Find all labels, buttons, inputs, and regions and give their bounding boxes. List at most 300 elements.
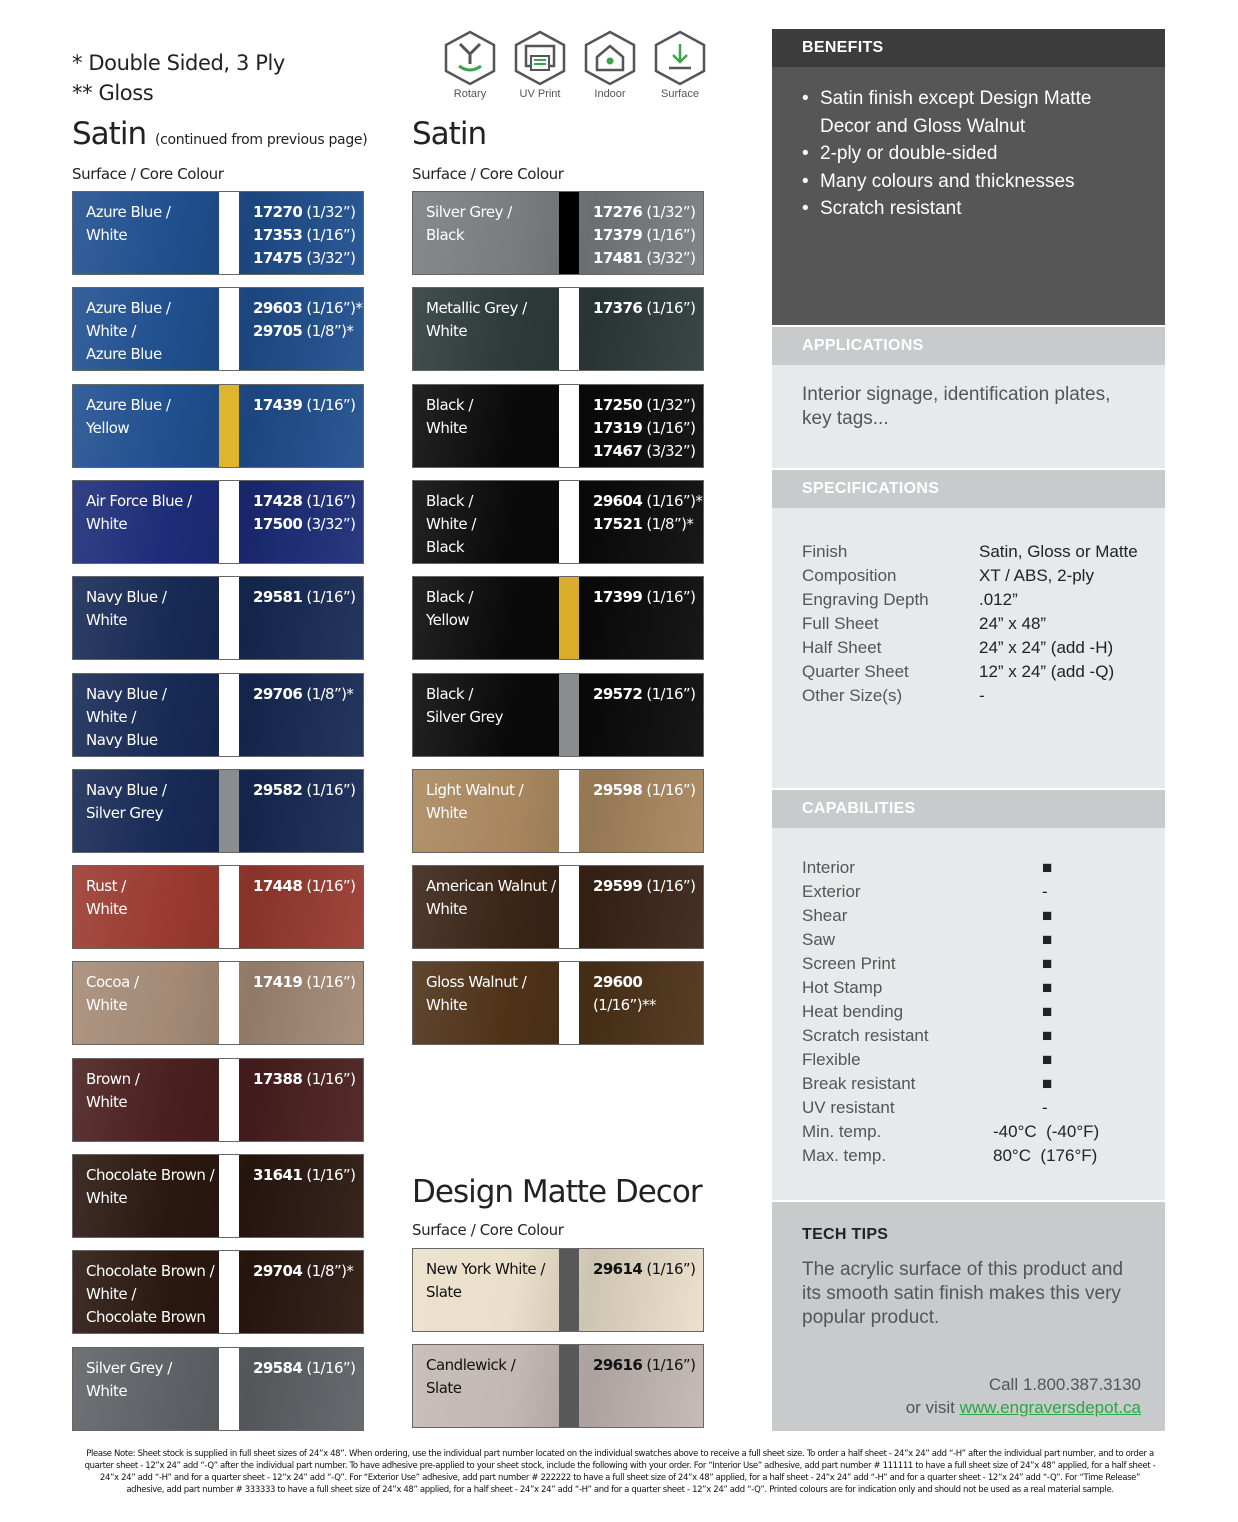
part-thickness: (1/16”) [302,395,356,414]
part-thickness: (1/16”) [642,684,696,703]
part-number: 29582 [253,780,303,799]
swatch-core-strip [219,288,239,370]
benefit-item: • Scratch resistant [802,195,1130,223]
part-thickness: (1/16”) [642,877,696,896]
swatch-core-strip [559,385,579,467]
uv-print-icon [513,30,567,86]
part-thickness: (1/16”) [302,780,356,799]
part-number: 17353 [253,226,303,244]
swatch-core-strip [219,1059,239,1141]
swatch-card [72,191,364,275]
part-number: 29614 [593,1260,643,1278]
swatch-core-strip [559,866,579,948]
capability-mark: ■ [1042,1026,1053,1045]
part-thickness: (1/16”) [302,226,356,244]
swatch-core-strip [219,674,239,756]
part-number-line [253,224,364,247]
swatch-card [412,769,704,853]
part-number-line [593,394,704,417]
swatch-part-numbers [253,586,364,609]
part-thickness: (3/32”) [642,249,696,267]
specifications-heading: SPECIFICATIONS [772,470,1165,508]
contact-block [906,1373,1141,1419]
capability-mark: ■ [1042,930,1053,949]
capability-mark: ■ [1042,1050,1053,1069]
part-number: 17521 [593,514,643,533]
spec-label: Other Size(s) [802,686,903,705]
capability-mark: ■ [1042,954,1053,973]
benefit-item: • Satin finish except Design Matte Decor and Gloss Walnut [802,85,1130,140]
swatch-part-numbers [593,297,704,320]
spec-row [802,684,1165,708]
swatch-name: Black / Yellow [426,588,473,630]
swatch-name: New York White / Slate [426,1260,545,1301]
capability-row [802,1048,1165,1072]
feature-icons [440,30,710,110]
part-number: 17448 [253,877,303,896]
swatch-card [412,1344,704,1428]
swatch-core-strip [219,577,239,659]
swatch-core-strip [559,192,579,274]
swatch-name: Azure Blue / White / Azure Blue [86,299,171,364]
temperature-row [802,1144,1165,1168]
part-number-line [253,490,364,513]
swatch-part-numbers [253,297,364,343]
spec-label: Full Sheet [802,614,879,633]
capability-label: Saw [802,930,836,949]
legend-gloss: ** Gloss [72,81,154,105]
swatch-part-numbers [593,394,704,463]
part-number: 29604 [593,491,643,510]
part-thickness: (3/32”) [642,441,696,460]
swatch-core-strip [559,674,579,756]
spec-label: Engraving Depth [802,590,929,609]
swatch-part-numbers [593,1258,704,1281]
swatch-card [412,576,704,660]
swatch-part-numbers [593,201,704,270]
swatch-part-numbers [593,683,704,706]
part-number: 29704 [253,1262,303,1281]
swatch-name: Cocoa / White [86,973,139,1015]
swatch-name: Navy Blue / Silver Grey [86,780,167,822]
capability-label: Flexible [802,1050,861,1069]
spec-label: Composition [802,566,897,585]
legend [72,48,285,108]
swatch-name: Chocolate Brown / White / Chocolate Brown [86,1262,215,1327]
part-number-line [593,875,704,898]
indoor-feature [580,30,640,100]
capability-mark: - [1042,882,1048,901]
indoor-icon [583,30,637,86]
swatch-core-strip [559,962,579,1044]
capabilities-heading: CAPABILITIES [772,790,1165,828]
part-thickness: (1/16”)* [642,491,703,510]
swatch-name: Metallic Grey / White [426,299,527,341]
part-thickness: (1/32”) [642,203,696,221]
decor-section-subtitle: Surface / Core Colour [412,1221,564,1239]
tech-tips-box [772,1202,1165,1431]
part-number-line [593,201,704,224]
swatch-part-numbers [593,1354,704,1377]
phone-number: Call 1.800.387.3130 [988,1375,1141,1394]
part-number: 17319 [593,418,643,437]
swatch-card [72,865,364,949]
swatch-core-strip [219,962,239,1044]
part-number: 29706 [253,684,303,703]
swatch-name: Rust / White [86,877,128,919]
spec-value: - [979,686,985,705]
swatch-core-strip [219,1155,239,1237]
part-number: 17428 [253,491,303,510]
part-number-line [593,247,704,270]
part-number: 29603 [253,299,303,318]
swatch-name: Gloss Walnut / White [426,973,527,1015]
temperature-row [802,1120,1165,1144]
swatch-card [72,287,364,371]
part-number-line [253,320,364,343]
uv-print-label: UV Print [519,88,561,100]
swatch-name: Brown / White [86,1069,140,1111]
rotary-icon [443,30,497,86]
swatch-part-numbers [253,1260,364,1283]
swatch-part-numbers [253,1068,364,1091]
benefits-list [802,85,1165,223]
part-thickness: (1/8”)* [302,322,354,341]
part-number-line [593,513,704,536]
capability-mark: ■ [1042,858,1053,877]
spec-row [802,564,1165,588]
applications-heading: APPLICATIONS [772,327,1165,365]
part-thickness: (3/32”) [302,514,356,533]
swatch-name: American Walnut / White [426,877,556,919]
surface-label: Surface [661,88,699,100]
swatch-card [72,1347,364,1431]
swatch-core-strip [559,1249,579,1331]
capability-row [802,904,1165,928]
part-number: 17467 [593,441,643,460]
part-number-line [593,417,704,440]
spec-value: 12” x 24” (add -Q) [979,662,1115,681]
part-thickness: (1/16”) [302,1069,356,1088]
part-number: 29616 [593,1356,643,1375]
part-thickness: (1/16”) [642,1260,696,1278]
part-thickness: (1/16”) [302,588,356,607]
swatch-part-numbers [253,1164,364,1187]
part-thickness: (3/32”) [302,249,356,267]
benefit-item: • 2-ply or double-sided [802,140,1130,168]
part-number-line [593,490,704,513]
swatch-name: Navy Blue / White [86,588,167,630]
part-number: 29600 [593,973,643,992]
rotary-feature [440,30,500,100]
spec-value: Satin, Gloss or Matte [979,542,1138,561]
part-thickness: (1/8”)* [642,514,694,533]
part-thickness: (1/32”) [642,395,696,414]
capability-mark: - [1042,1098,1048,1117]
swatch-name: Silver Grey / Black [426,203,512,244]
capability-label: UV resistant [802,1098,895,1117]
swatch-part-numbers [593,779,704,802]
part-number: 17379 [593,226,643,244]
part-number: 29598 [593,780,643,799]
spec-row [802,540,1165,564]
mid-section-subtitle: Surface / Core Colour [412,165,564,183]
part-number-line [253,1164,364,1187]
spec-row [802,612,1165,636]
spec-row [802,636,1165,660]
swatch-name: Navy Blue / White / Navy Blue [86,684,167,749]
spec-row [802,660,1165,684]
swatch-name: Azure Blue / White [86,203,171,244]
benefits-heading: BENEFITS [772,29,1165,67]
part-number-line [253,683,364,706]
swatch-name: Azure Blue / Yellow [86,395,171,437]
part-number-line [593,683,704,706]
part-number: 29581 [253,588,303,607]
specifications-body [772,508,1165,788]
swatch-core-strip [219,1348,239,1430]
part-number: 31641 [253,1166,303,1184]
swatch-name: Candlewick / Slate [426,1356,516,1398]
swatch-card [412,1248,704,1332]
part-number-line [253,201,364,224]
swatch-core-strip [219,192,239,274]
swatch-core-strip [219,770,239,852]
temperature-label: Min. temp. [802,1122,882,1141]
part-number: 17500 [253,514,303,533]
temperature-value: 80°C (176°F) [993,1146,1098,1165]
swatch-part-numbers [253,201,364,270]
website-link[interactable]: www.engraversdepot.ca [959,1398,1141,1417]
capability-mark: ■ [1042,978,1053,997]
swatch-core-strip [559,1345,579,1427]
part-number: 17419 [253,973,303,992]
visit-prefix: or visit [905,1398,960,1417]
part-number: 17276 [593,203,643,221]
part-number-line [593,1258,704,1281]
swatch-core-strip [559,770,579,852]
swatch-part-numbers [253,683,364,706]
part-number: 17481 [593,249,643,267]
part-number-line [593,297,704,320]
swatch-card [412,191,704,275]
part-thickness: (1/16”) [302,877,356,896]
part-number: 29705 [253,322,303,341]
capability-label: Exterior [802,882,861,901]
swatch-name: Light Walnut / White [426,780,524,822]
capability-row [802,1096,1165,1120]
spec-label: Finish [802,542,848,561]
swatch-part-numbers [253,875,364,898]
capability-row [802,1072,1165,1096]
capabilities-body [772,828,1165,1200]
swatch-part-numbers [253,971,364,994]
swatch-card [72,1058,364,1142]
part-number-line [593,971,704,1017]
visit-line [906,1396,1141,1419]
left-title-note: (continued from previous page) [154,132,368,148]
swatch-part-numbers [253,394,364,417]
part-thickness: (1/16”) [302,1358,356,1377]
swatch-core-strip [219,1251,239,1333]
part-thickness: (1/8”)* [302,1262,354,1281]
part-number-line [253,1260,364,1283]
swatch-name: Silver Grey / White [86,1358,172,1400]
swatch-name: Black / White [426,395,473,437]
part-number-line [253,394,364,417]
capability-row [802,856,1165,880]
swatch-name: Air Force Blue / White [86,491,192,533]
swatch-card [72,961,364,1045]
swatch-part-numbers [593,490,704,536]
tech-tips-text: The acrylic surface of this product and its smooth satin finish makes this very popular product. [802,1259,1124,1328]
capability-row [802,976,1165,1000]
temperature-value: -40°C (-40°F) [993,1122,1100,1141]
part-thickness: (1/16”)* [302,299,363,318]
part-thickness: (1/16”) [642,780,696,799]
swatch-name: Black / Silver Grey [426,684,503,726]
part-number-line [593,224,704,247]
left-section-title [72,116,367,152]
swatch-part-numbers [253,779,364,802]
swatch-name: Chocolate Brown / White [86,1166,215,1207]
swatch-card [412,673,704,757]
capability-row [802,1024,1165,1048]
capability-label: Hot Stamp [802,978,883,997]
capability-row [802,1000,1165,1024]
swatch-part-numbers [253,490,364,536]
part-number-line [253,1357,364,1380]
spec-value: XT / ABS, 2-ply [979,566,1094,585]
part-thickness: (1/16”) [642,226,696,244]
capability-mark: ■ [1042,1002,1053,1021]
part-number: 17388 [253,1069,303,1088]
swatch-core-strip [559,577,579,659]
part-number-line [253,875,364,898]
swatch-core-strip [559,481,579,563]
part-number: 17376 [593,299,643,318]
swatch-card [72,673,364,757]
swatch-card [72,384,364,468]
part-thickness: (1/16”) [302,1166,356,1184]
part-thickness: (1/8”)* [302,684,354,703]
tech-tips-heading: TECH TIPS [802,1226,889,1243]
part-thickness: (1/16”) [642,588,696,607]
spec-value: 24” x 24” (add -H) [979,638,1114,657]
swatch-card [72,480,364,564]
part-thickness: (1/16”) [642,299,696,318]
part-thickness: (1/16”) [302,973,356,992]
swatch-core-strip [219,481,239,563]
swatch-name: Black / White / Black [426,491,476,556]
part-thickness: (1/32”) [302,203,356,221]
applications-text: Interior signage, identification plates, key tags... [772,365,1165,468]
part-number: 17250 [593,395,643,414]
capability-label: Heat bending [802,1002,904,1021]
spec-value: .012” [979,590,1018,609]
left-title-text: Satin [72,116,147,152]
swatch-card [412,865,704,949]
swatch-core-strip [219,385,239,467]
part-number: 17475 [253,249,303,267]
part-number: 29584 [253,1358,303,1377]
rotary-label: Rotary [453,88,487,100]
capability-row [802,880,1165,904]
surface-icon [653,30,707,86]
part-number: 17270 [253,203,303,221]
decor-section-title: Design Matte Decor [412,1174,702,1210]
part-number: 29599 [593,877,643,896]
indoor-label: Indoor [594,88,626,100]
benefit-item: • Many colours and thicknesses [802,168,1130,196]
part-number-line [593,1354,704,1377]
capability-mark: ■ [1042,906,1053,925]
capability-mark: ■ [1042,1074,1053,1093]
part-number-line [593,779,704,802]
capability-label: Interior [802,858,855,877]
capability-label: Break resistant [802,1074,916,1093]
part-number-line [253,247,364,270]
benefits-body [772,67,1165,325]
spec-label: Half Sheet [802,638,882,657]
temperature-label: Max. temp. [802,1146,887,1165]
part-thickness: (1/16”)** [593,996,656,1015]
part-number-line [593,440,704,463]
left-section-subtitle: Surface / Core Colour [72,165,224,183]
swatch-card [412,384,704,468]
swatch-core-strip [219,866,239,948]
part-number-line [253,586,364,609]
part-thickness: (1/16”) [642,1356,696,1375]
swatch-card [72,576,364,660]
spec-label: Quarter Sheet [802,662,909,681]
swatch-part-numbers [593,971,704,1017]
part-thickness: (1/16”) [302,491,356,510]
surface-feature [650,30,710,100]
part-thickness: (1/16”) [642,418,696,437]
swatch-card [412,961,704,1045]
spec-row [802,588,1165,612]
part-number-line [253,297,364,320]
swatch-card [412,480,704,564]
capability-row [802,928,1165,952]
swatch-card [72,1250,364,1334]
swatch-card [72,1154,364,1238]
swatch-part-numbers [253,1357,364,1380]
capability-label: Scratch resistant [802,1026,929,1045]
uv-print-feature [510,30,570,100]
part-number-line [593,586,704,609]
swatch-core-strip [559,288,579,370]
footnote: Please Note: Sheet stock is supplied in full sheet sizes of 24”x 48”. When ordering, use the individual part number located on the individual swatches above to receive a full sheet size. To order a half sheet - 24”x 24” add “-H” after the individual part number, and to order a quarter sheet - 12”x 24” add “-Q” after the individual part number. To have adhesive pre-applied to your sheet stock, include the following with your order. For “Interior Use” adhesive, add part number # 111111 to have a full sheet size of 24”x 48” applied, for a half sheet - 24”x 24” add “-H” and for a quarter sheet - 12”x 24” add “-Q”. For “Exterior Use” adhesive, add part number # 222222 to have a full sheet size of 24”x 48” applied, for a half sheet - 24”x 24” add “-H” and for a quarter sheet - 12”x 24” add “-Q”. For “Time Release” adhesive, add part number # 333333 to have a full sheet size of 24”x 48” applied, for a half sheet - 24”x 24” add “-H” and for a quarter sheet - 12”x 24” add “-Q”. Printed colours are for indication only and should not be used as a real material sample. [84,1449,1156,1495]
part-number: 17439 [253,395,303,414]
info-panel [772,29,1165,1431]
swatch-part-numbers [593,586,704,609]
swatch-card [412,287,704,371]
legend-double-sided: * Double Sided, 3 Ply [72,51,285,75]
swatch-card [72,769,364,853]
capability-label: Screen Print [802,954,896,973]
part-number-line [253,513,364,536]
part-number-line [253,779,364,802]
part-number: 29572 [593,684,643,703]
capability-row [802,952,1165,976]
part-number-line [253,971,364,994]
capability-label: Shear [802,906,848,925]
part-number-line [253,1068,364,1091]
part-number: 17399 [593,588,643,607]
mid-section-title: Satin [412,116,487,152]
